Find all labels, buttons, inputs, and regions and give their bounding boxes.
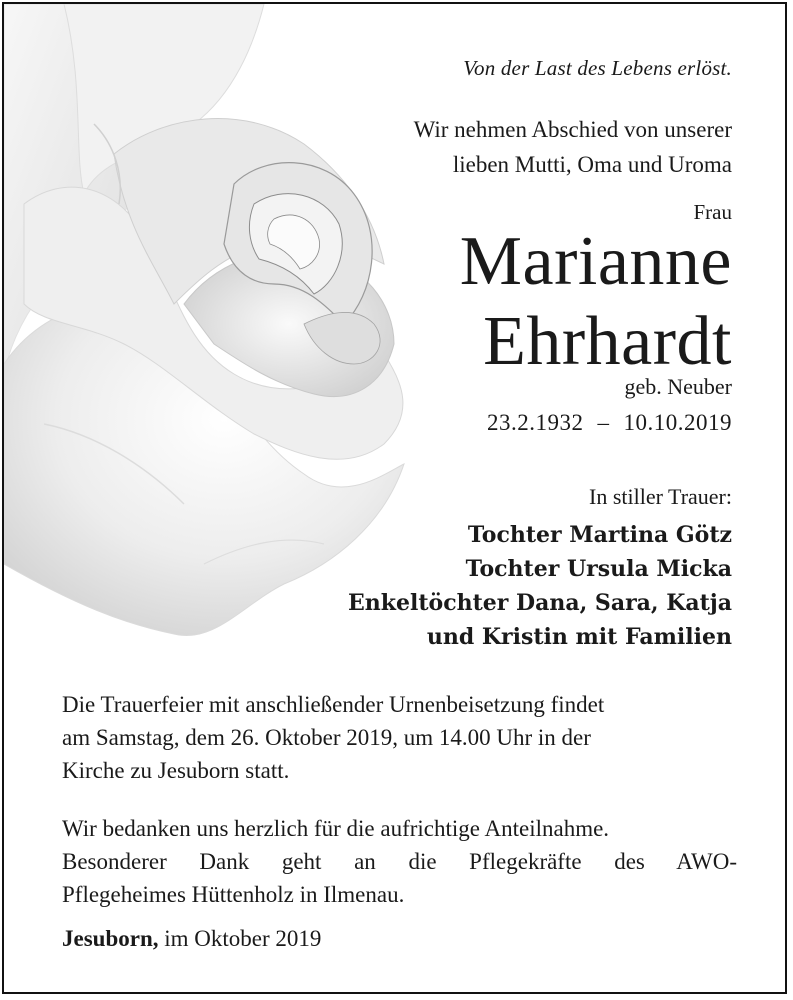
life-dates: [487, 410, 732, 436]
funeral-notice: [62, 688, 737, 787]
first-name: Marianne: [459, 223, 732, 300]
intro-text: [414, 112, 732, 182]
thanks-notice: [62, 812, 737, 911]
last-name: Ehrhardt: [483, 303, 732, 380]
obituary-frame: [2, 2, 787, 994]
closing-line: [62, 926, 321, 952]
thanks-line: Besonderer Dank geht an die Pflegekräfte des AWO-: [62, 849, 737, 874]
closing-place: Jesuborn,: [62, 926, 159, 951]
funeral-line: Kirche zu Jesuborn statt.: [62, 758, 290, 783]
mourning-title: In stiller Trauer:: [589, 484, 732, 509]
funeral-line: am Samstag, dem 26. Oktober 2019, um 14.00 Uhr in der: [62, 725, 591, 750]
death-date: 10.10.2019: [623, 410, 732, 435]
thanks-line: Pflegeheimes Hüttenholz in Ilmenau.: [62, 882, 405, 907]
mourner-line: Tochter Martina Götz: [467, 522, 732, 548]
motto: Von der Last des Lebens erlöst.: [463, 56, 732, 80]
funeral-line: Die Trauerfeier mit anschließender Urnenbeisetzung findet: [62, 692, 605, 717]
mourners-list: [348, 518, 732, 654]
name-prefix: Frau: [693, 200, 732, 224]
date-dash: –: [597, 410, 610, 435]
mourner-line: und Kristin mit Familien: [426, 624, 732, 650]
birth-date: 23.2.1932: [487, 410, 584, 435]
intro-line: Wir nehmen Abschied von unserer: [413, 117, 732, 142]
birth-name: geb. Neuber: [624, 374, 732, 399]
closing-date: im Oktober 2019: [158, 926, 322, 951]
mourner-line: Tochter Ursula Micka: [465, 556, 732, 582]
intro-line: lieben Mutti, Oma und Uroma: [452, 152, 732, 177]
thanks-line: Wir bedanken uns herzlich für die aufrichtige Anteilnahme.: [62, 816, 610, 841]
deceased-name: [460, 222, 732, 382]
mourner-line: Enkeltöchter Dana, Sara, Katja: [348, 590, 732, 616]
